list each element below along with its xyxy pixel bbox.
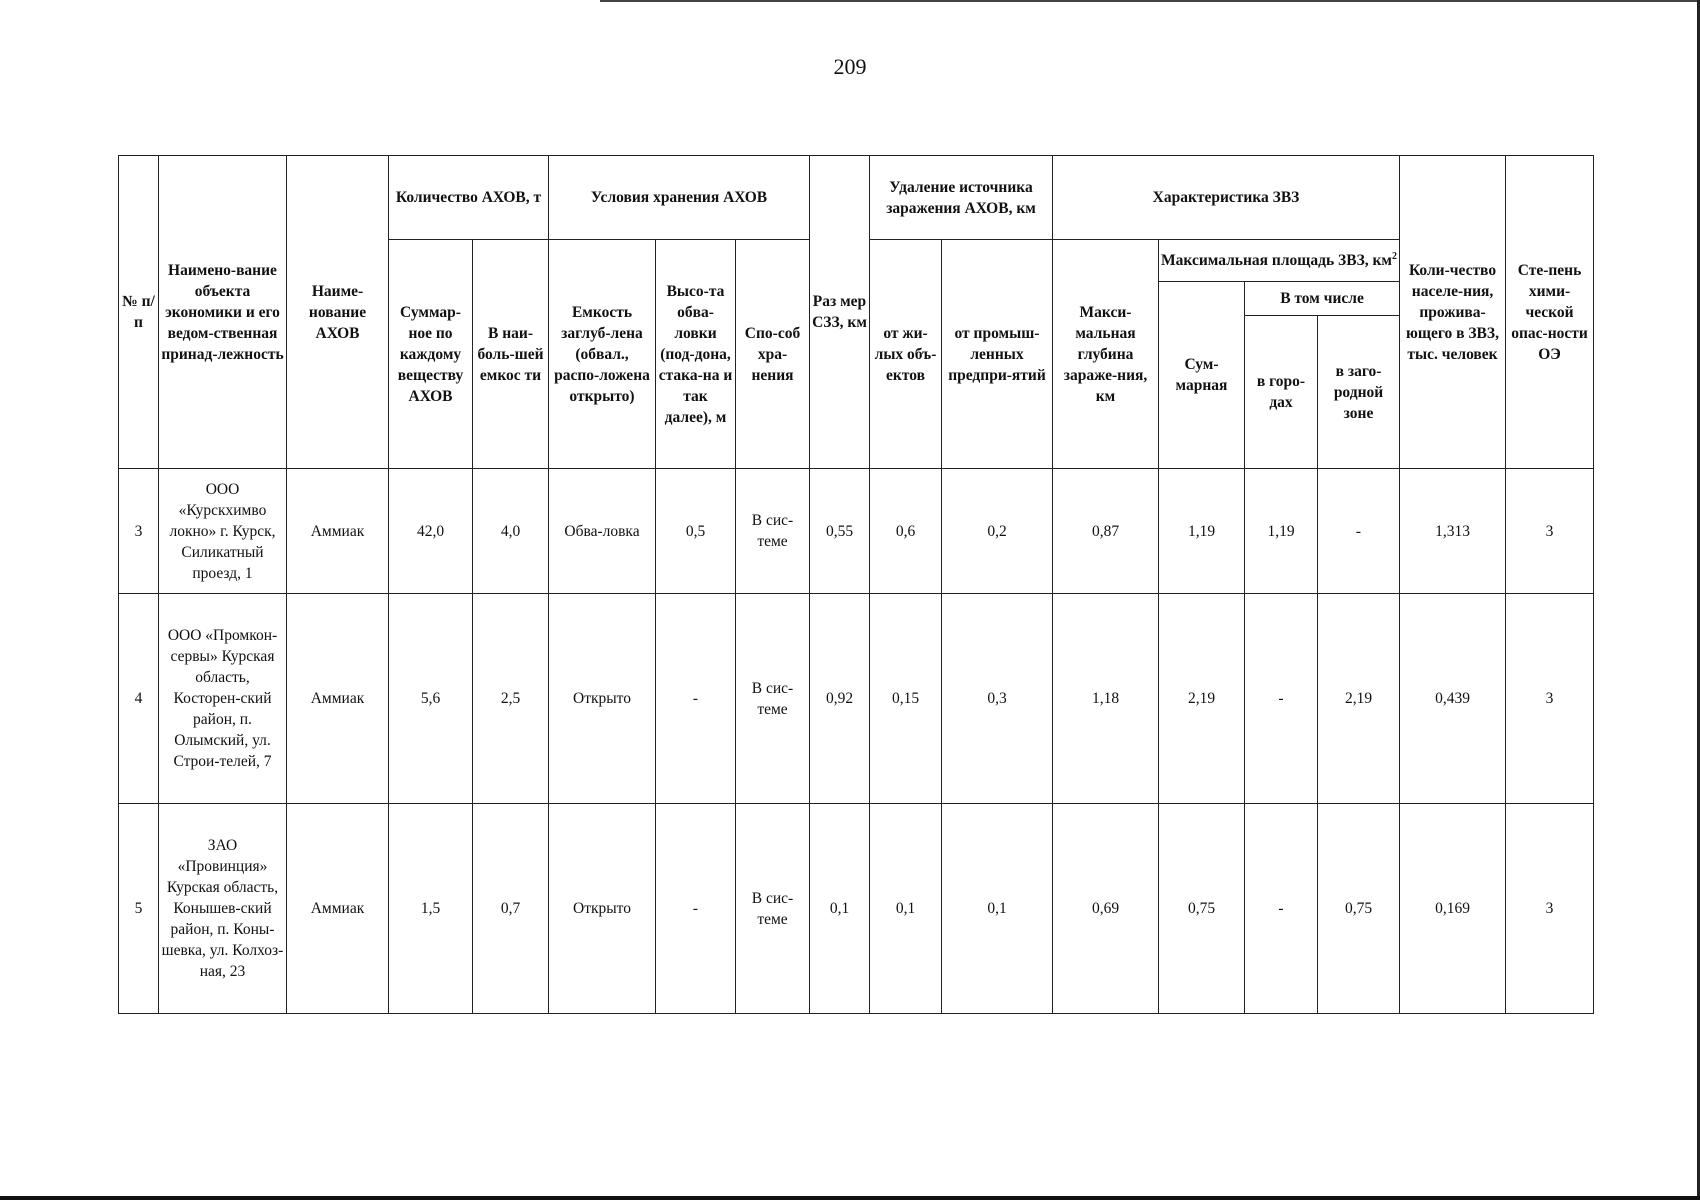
- cell-qty-total: 1,5: [389, 804, 473, 1014]
- cell-hazard-degree: 3: [1506, 594, 1594, 804]
- cell-population: 0,169: [1400, 804, 1506, 1014]
- cell-qty-max: 2,5: [473, 594, 549, 804]
- cell-num: 3: [119, 469, 159, 594]
- cell-substance: Аммиак: [287, 594, 389, 804]
- cell-szz-size: 0,92: [810, 594, 870, 804]
- header-qty-total: Суммар-ное по каждому веществу АХОВ: [389, 240, 473, 469]
- cell-max-depth: 0,87: [1053, 469, 1159, 594]
- cell-dist-industrial: 0,1: [942, 804, 1053, 1014]
- header-in-suburbs: в заго-родной зоне: [1318, 316, 1400, 469]
- cell-storage-method: В сис-теме: [736, 594, 810, 804]
- header-tank: Емкость заглуб-лена (обвал., распо-ложена открыто): [549, 240, 656, 469]
- cell-szz-size: 0,55: [810, 469, 870, 594]
- header-storage-group: Условия хранения АХОВ: [549, 156, 810, 240]
- header-distance-group: Удаление источника заражения АХОВ, км: [870, 156, 1053, 240]
- header-max-area-group: [1159, 240, 1400, 282]
- header-szz-size: Раз мер СЗЗ, км: [810, 156, 870, 469]
- cell-dike-height: -: [656, 594, 736, 804]
- cell-in-cities: -: [1245, 594, 1318, 804]
- cell-area-total: 1,19: [1159, 469, 1245, 594]
- table-row: [119, 469, 1594, 594]
- cell-population: 0,439: [1400, 594, 1506, 804]
- cell-in-suburbs: -: [1318, 469, 1400, 594]
- header-quantity-group: Количество АХОВ, т: [389, 156, 549, 240]
- cell-storage-method: В сис-теме: [736, 804, 810, 1014]
- header-in-cities: в горо-дах: [1245, 316, 1318, 469]
- scan-edge-top: [600, 0, 1700, 2]
- header-dist-industrial: от промыш-ленных предпри-ятий: [942, 240, 1053, 469]
- hazard-table-container: [118, 155, 1594, 1014]
- cell-num: 4: [119, 594, 159, 804]
- cell-dist-residential: 0,15: [870, 594, 942, 804]
- page-number: 209: [833, 54, 867, 79]
- scan-edge-bottom: [0, 1196, 1700, 1200]
- cell-qty-total: 42,0: [389, 469, 473, 594]
- header-area-total: Сум-марная: [1159, 282, 1245, 469]
- header-max-depth: Макси-мальная глубина зараже-ния, км: [1053, 240, 1159, 469]
- cell-dike-height: 0,5: [656, 469, 736, 594]
- cell-in-suburbs: 0,75: [1318, 804, 1400, 1014]
- header-hazard-degree: Сте-пень хими-ческой опас-ности ОЭ: [1506, 156, 1594, 469]
- cell-hazard-degree: 3: [1506, 804, 1594, 1014]
- header-max-area-sup: 2: [1392, 250, 1397, 262]
- header-dist-residential: от жи-лых объ-ектов: [870, 240, 942, 469]
- cell-dist-industrial: 0,3: [942, 594, 1053, 804]
- table-row: [119, 804, 1594, 1014]
- cell-in-cities: -: [1245, 804, 1318, 1014]
- cell-max-depth: 1,18: [1053, 594, 1159, 804]
- cell-in-cities: 1,19: [1245, 469, 1318, 594]
- chemical-hazard-table: [118, 155, 1594, 1014]
- cell-qty-max: 0,7: [473, 804, 549, 1014]
- header-substance: Наиме-нование АХОВ: [287, 156, 389, 469]
- cell-substance: Аммиак: [287, 469, 389, 594]
- cell-dist-industrial: 0,2: [942, 469, 1053, 594]
- table-row: [119, 594, 1594, 804]
- header-population: Коли-чество населе-ния, прожива-ющего в ЗВЗ, тыс. человек: [1400, 156, 1506, 469]
- cell-dist-residential: 0,1: [870, 804, 942, 1014]
- cell-tank: Открыто: [549, 594, 656, 804]
- cell-szz-size: 0,1: [810, 804, 870, 1014]
- cell-substance: Аммиак: [287, 804, 389, 1014]
- cell-in-suburbs: 2,19: [1318, 594, 1400, 804]
- cell-storage-method: В сис-теме: [736, 469, 810, 594]
- header-dike-height: Высо-та обва-ловки (под-дона, стака-на и так далее), м: [656, 240, 736, 469]
- header-including-group: В том числе: [1245, 282, 1400, 316]
- header-storage-method: Спо-соб хра-нения: [736, 240, 810, 469]
- cell-object: ЗАО «Провинция» Курская область, Конышев-ский район, п. Коны-шевка, ул. Колхоз-ная, 23: [159, 804, 287, 1014]
- cell-area-total: 2,19: [1159, 594, 1245, 804]
- cell-area-total: 0,75: [1159, 804, 1245, 1014]
- cell-qty-total: 5,6: [389, 594, 473, 804]
- header-num: № п/п: [119, 156, 159, 469]
- cell-object: ООО «Промкон-сервы» Курская область, Косторен-ский район, п. Олымский, ул. Строи-телей, 7: [159, 594, 287, 804]
- cell-tank: Обва-ловка: [549, 469, 656, 594]
- cell-tank: Открыто: [549, 804, 656, 1014]
- header-zvz-group: Характеристика ЗВЗ: [1053, 156, 1400, 240]
- cell-max-depth: 0,69: [1053, 804, 1159, 1014]
- header-qty-max: В наи-боль-шей емкос ти: [473, 240, 549, 469]
- header-max-area-label: Максимальная площадь ЗВЗ, км: [1161, 252, 1392, 269]
- cell-qty-max: 4,0: [473, 469, 549, 594]
- cell-hazard-degree: 3: [1506, 469, 1594, 594]
- cell-dist-residential: 0,6: [870, 469, 942, 594]
- cell-population: 1,313: [1400, 469, 1506, 594]
- cell-num: 5: [119, 804, 159, 1014]
- cell-object: ООО «Курскхимво локно» г. Курск, Силикатный проезд, 1: [159, 469, 287, 594]
- cell-dike-height: -: [656, 804, 736, 1014]
- header-object: Наимено-вание объекта экономики и его ведом-ственная принад-лежность: [159, 156, 287, 469]
